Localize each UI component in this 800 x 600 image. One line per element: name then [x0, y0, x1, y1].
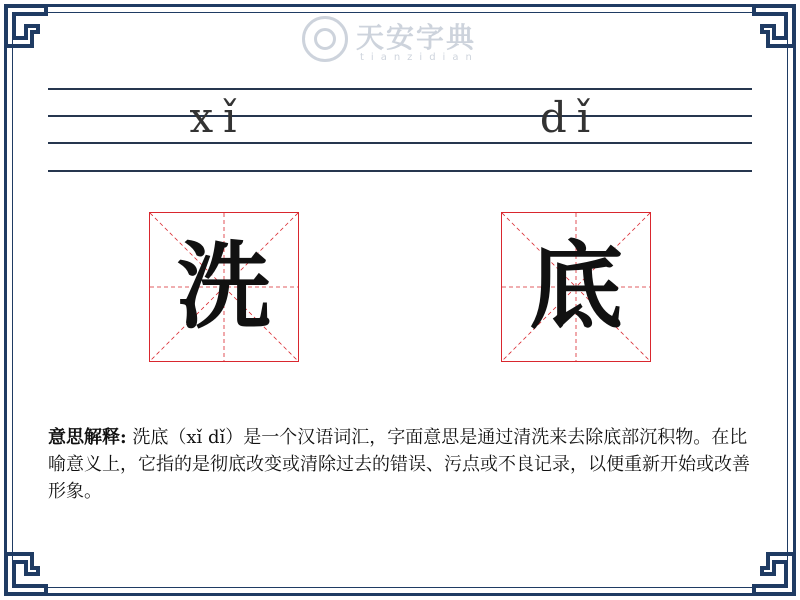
- character-grid-first: [149, 212, 299, 362]
- character-first: 洗: [176, 232, 271, 342]
- character-second: 底: [528, 232, 623, 342]
- pinyin-first: xǐ: [189, 93, 247, 142]
- explanation-paragraph: [48, 424, 754, 505]
- logo-icon: [302, 16, 348, 62]
- watermark-logo: [300, 14, 500, 70]
- explanation-label: 意思解释:: [48, 427, 127, 448]
- explanation-text: 洗底（xǐ dǐ）是一个汉语词汇，字面意思是通过清洗来去除底部沉积物。在比喻意义上，它指的是彻底改变或清除过去的错误、污点或不良记录，以便重新开始或改善形象。: [48, 427, 750, 502]
- logo-name: 天安字典: [356, 21, 477, 54]
- character-grid-second: [501, 212, 651, 362]
- corner-ornament-top-left: [4, 4, 48, 48]
- logo-subtitle: tianzidian: [360, 52, 479, 63]
- corner-ornament-bottom-left: [4, 552, 48, 596]
- pinyin-second: dǐ: [539, 93, 601, 142]
- corner-ornament-bottom-right: [752, 552, 796, 596]
- corner-ornament-top-right: [752, 4, 796, 48]
